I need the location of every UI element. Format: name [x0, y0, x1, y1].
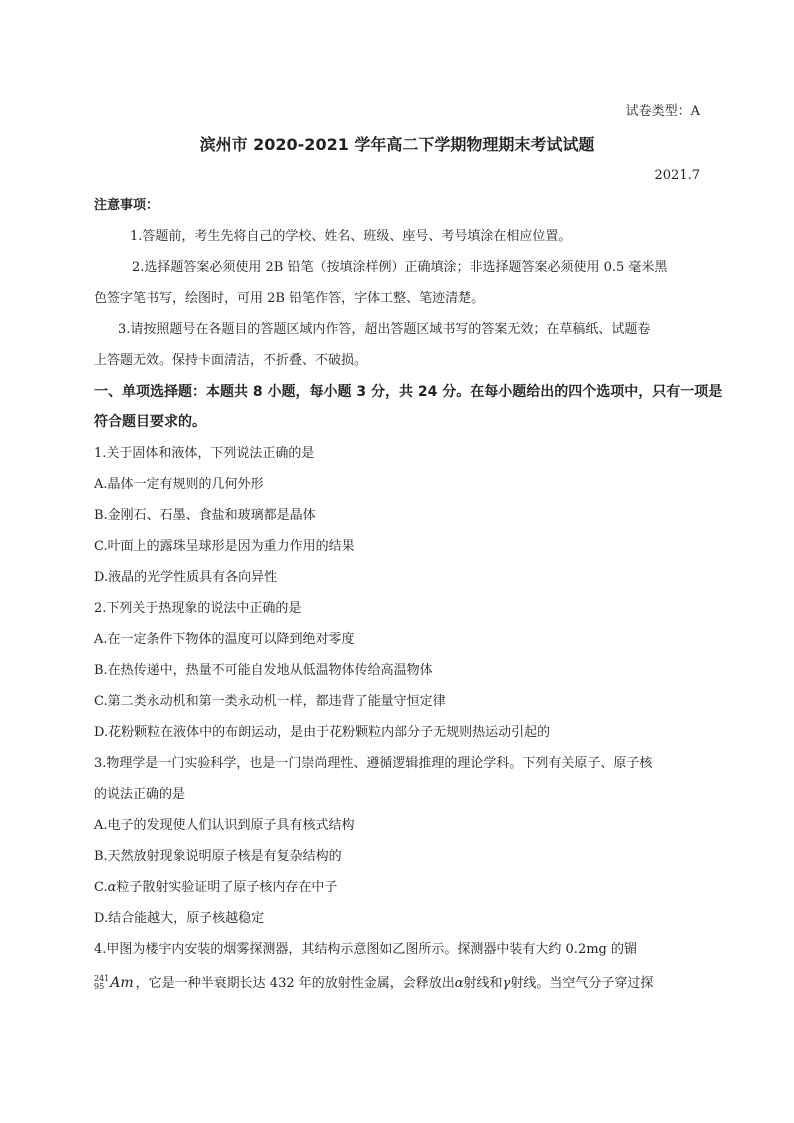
notice-item-3-line-2: 上答题无效。保持卡面清洁，不折叠、不破损。 [94, 353, 368, 368]
notice-item-3-line-1: 3.请按照题号在各题目的答题区域内作答，超出答题区域书写的答案无效；在草稿纸、试题卷 [118, 322, 651, 337]
notice-item-1: 1.答题前，考生先将自己的学校、姓名、班级、座号、考号填涂在相应位置。 [130, 229, 572, 244]
stem-text: 射线。当空气分子穿过探 [510, 976, 654, 991]
notice-heading: 注意事项： [94, 198, 160, 213]
question-1-option-b: B.金刚石、石墨、食盐和玻璃都是晶体 [94, 508, 316, 523]
question-2-option-b: B.在热传递中，热量不可能自发地从低温物体传给高温物体 [94, 663, 433, 678]
notice-item-2-line-2: 色签字笔书写，绘图时，可用 2B 铅笔作答，字体工整、笔迹清楚。 [94, 291, 485, 306]
question-3-option-c [94, 878, 337, 898]
exam-date: 2021.7 [654, 168, 700, 183]
question-2-stem: 2.下列关于热现象的说法中正确的是 [94, 601, 302, 616]
question-4-stem-line-1: 4.甲图为楼宇内安装的烟雾探测器，其结构示意图如乙图所示。探测器中装有大约 0.2mg 的镅 [94, 942, 637, 957]
question-1-option-d: D.液晶的光学性质具有各向异性 [94, 570, 278, 585]
question-3-stem-line-1: 3.物理学是一门实验科学，也是一门崇尚理性、遵循逻辑推理的理论学科。下列有关原子、原子核 [94, 756, 653, 771]
alpha-symbol: α [454, 976, 464, 991]
option-letter: C. [94, 880, 108, 895]
stem-text: ，它是一种半衰期长达 432 年的放射性金属，会释放出 [135, 976, 455, 991]
paper-type-label: 试卷类型：A [625, 104, 700, 119]
isotope-mass-number: 241 [94, 974, 110, 983]
alpha-symbol: α [107, 880, 117, 895]
question-3-option-b: B.天然放射现象说明原子核是有复杂结构的 [94, 849, 342, 864]
page-title: 滨州市 2020-2021 学年高二下学期物理期末考试试题 [199, 135, 595, 154]
question-1-option-a: A.晶体一定有规则的几何外形 [94, 477, 264, 492]
question-4-stem-line-2 [94, 973, 653, 994]
stem-text: 射线和 [463, 976, 503, 991]
section-1-heading-line-1: 一、单项选择题：本题共 8 小题，每小题 3 分，共 24 分。在每小题给出的四个选项中，只有一项是 [94, 384, 723, 400]
question-1-option-c: C.叶面上的露珠呈球形是因为重力作用的结果 [94, 539, 355, 554]
option-text: 粒子散射实验证明了原子核内存在中子 [116, 880, 338, 895]
americium-isotope [94, 973, 134, 993]
question-2-option-a: A.在一定条件下物体的温度可以降到绝对零度 [94, 632, 355, 647]
question-3-stem-line-2: 的说法正确的是 [94, 787, 186, 802]
question-2-option-d: D.花粉颗粒在液体中的布朗运动，是由于花粉颗粒内部分子无规则热运动引起的 [94, 725, 551, 740]
section-1-heading-line-2: 符合题目要求的。 [94, 414, 206, 430]
question-3-option-a: A.电子的发现使人们认识到原子具有核式结构 [94, 818, 355, 833]
question-1-stem: 1.关于固体和液体，下列说法正确的是 [94, 446, 315, 461]
isotope-symbol: Am [110, 975, 134, 991]
question-2-option-c: C.第二类永动机和第一类永动机一样，都违背了能量守恒定律 [94, 694, 446, 709]
isotope-atomic-number: 95 [94, 982, 105, 991]
question-3-option-d: D.结合能越大，原子核越稳定 [94, 911, 265, 926]
notice-item-2-line-1: 2.选择题答案必须使用 2B 铅笔（按填涂样例）正确填涂；非选择题答案必须使用 0.5 毫米黑 [132, 260, 668, 275]
gamma-symbol: γ [502, 976, 511, 991]
